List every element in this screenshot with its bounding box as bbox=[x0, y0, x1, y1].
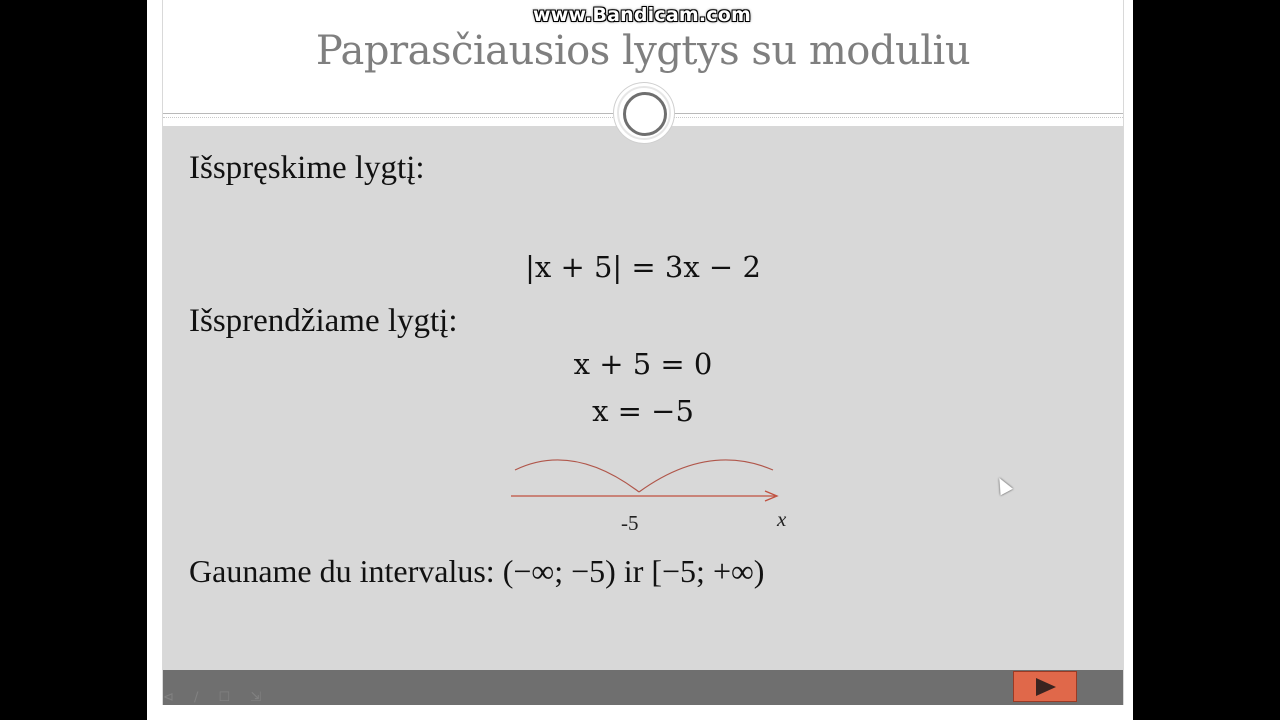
conclusion-text: Gauname du intervalus: (−∞; −5) ir [−5; +∞) bbox=[189, 553, 765, 589]
main-equation: |x + 5| = 3x − 2 bbox=[525, 250, 761, 284]
slideshow-toolbar bbox=[163, 670, 1123, 705]
heading-solve-equation: Išspręskime lygtį: bbox=[189, 150, 425, 186]
point-label: -5 bbox=[621, 511, 639, 535]
circle-ornament-icon bbox=[617, 86, 671, 140]
number-line bbox=[503, 448, 793, 508]
slide bbox=[162, 0, 1124, 705]
step-equation-2: x = −5 bbox=[592, 394, 694, 428]
circle-ornament-ring bbox=[623, 92, 667, 136]
nav-controls-icon[interactable]: ⊲ ∕ ☐ ⇲ bbox=[163, 690, 270, 705]
interval-arc-right bbox=[639, 460, 773, 492]
interval-arc-left bbox=[515, 460, 639, 492]
play-next-icon bbox=[1036, 678, 1056, 696]
heading-solving: Išsprendžiame lygtį: bbox=[189, 303, 458, 339]
slide-frame bbox=[147, 0, 1133, 720]
watermark: www.Bandicam.com bbox=[532, 4, 752, 26]
axis-label: x bbox=[777, 507, 787, 531]
step-equation-1: x + 5 = 0 bbox=[573, 347, 713, 381]
slide-title: Paprasčiausios lygtys su moduliu bbox=[315, 28, 971, 74]
next-slide-button[interactable] bbox=[1013, 671, 1077, 702]
